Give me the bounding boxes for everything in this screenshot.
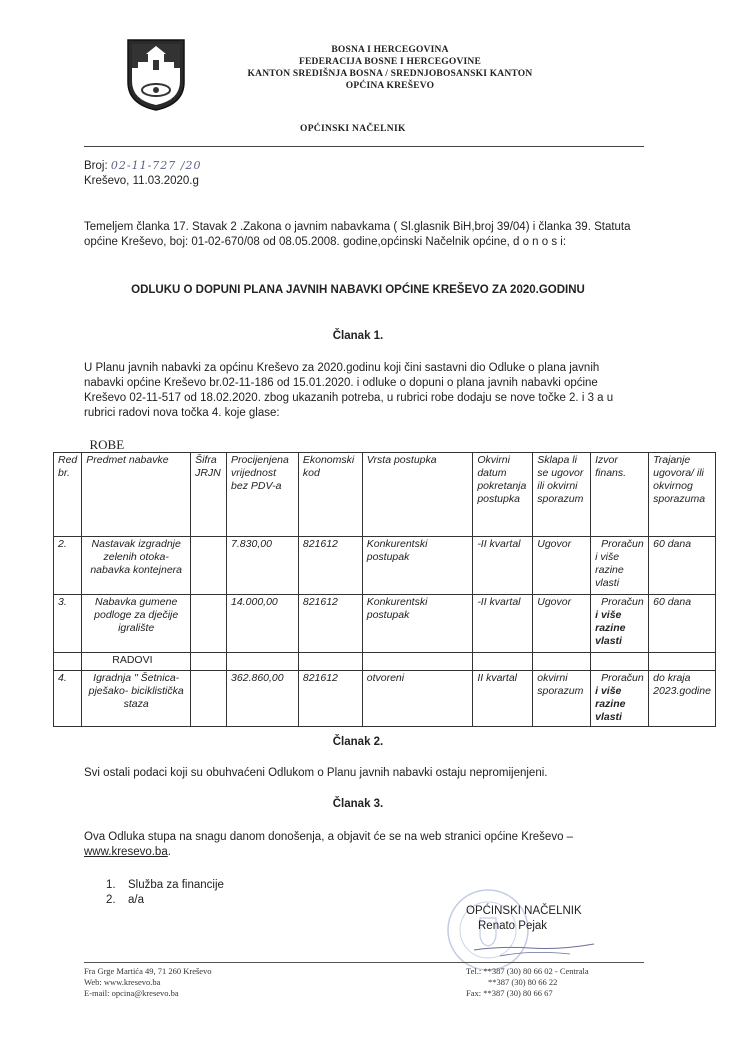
izvor-sub: i više razine vlasti <box>595 609 626 647</box>
table-row <box>54 671 716 727</box>
izvor-main: Proračun <box>601 596 644 608</box>
article-3-line-2 <box>84 845 644 860</box>
article-2-heading: Članak 2. <box>332 736 384 748</box>
empty-cell <box>298 653 362 671</box>
col-header-postupak: Vrsta postupka <box>362 453 473 537</box>
article-3-heading: Članak 3. <box>332 798 384 810</box>
article-line: rubrici radovi nova točka 4. koje glase: <box>84 407 280 419</box>
article-3-line: Ova Odluka stupa na snagu danom donošenja, a objavit će se na web stranici općine Kreševo – <box>84 831 574 843</box>
header-line: OPĆINA KREŠEVO <box>345 81 435 91</box>
article-line: U Planu javnih nabavki za općinu Kreševo za 2020.godinu koji čini sastavni dio Odluke o plana javnih <box>84 362 600 374</box>
signature-name: Renato Pejak <box>478 920 548 932</box>
cell-sifra <box>191 595 227 653</box>
cell-predmet: Igradnja " Šetnica- pješako- biciklistička staza <box>82 671 191 727</box>
procurement-table <box>53 437 716 727</box>
distribution-text: Služba za financije <box>128 879 224 891</box>
empty-cell <box>533 653 591 671</box>
footer-fax: Fax: **387 (30) 80 66 67 <box>466 988 553 998</box>
footer-tel2: **387 (30) 80 66 22 <box>488 977 558 987</box>
cell-rb: 4. <box>54 671 82 727</box>
distribution-item: 1. Služba za financije <box>106 879 224 891</box>
distribution-list <box>106 878 224 908</box>
cell-sklapa: Ugovor <box>533 537 591 595</box>
empty-cell <box>191 653 227 671</box>
intro-line: Temeljem članka 17. Stavak 2 .Zakona o javnim nabavkama ( Sl.glasnik BiH,broj 39/04) i članka 39. Statuta <box>84 221 631 233</box>
distribution-item: 2. a/a <box>106 894 144 906</box>
cell-trajanje: do kraja 2023.godine <box>649 671 716 727</box>
section-works-label: RADOVI <box>82 653 191 671</box>
letterhead <box>190 44 590 92</box>
table-header-row <box>54 453 716 537</box>
document-title: ODLUKU O DOPUNI PLANA JAVNIH NABAVKI OPĆINE KREŠEVO ZA 2020.GODINU <box>131 284 585 296</box>
cell-izvor <box>591 671 649 727</box>
footer-divider <box>84 962 644 963</box>
col-header-trajanje: Trajanje ugovora/ ili okvirnog sporazuma <box>649 453 716 537</box>
cell-predmet: Nabavka gumene podloge za dječije igralište <box>82 595 191 653</box>
intro-paragraph <box>84 220 644 250</box>
broj-value-handwritten: 02-11-727 /20 <box>110 159 202 172</box>
cell-datum: -II kvartal <box>473 595 533 653</box>
handwritten-signature-icon <box>470 936 600 962</box>
col-header-sifra: Šifra JRJN <box>191 453 227 537</box>
broj-label: Broj: <box>84 160 108 172</box>
header-line: FEDERACIJA BOSNE I HERCEGOVINE <box>298 57 482 67</box>
col-header-vrijednost: Procijenjena vrijednost bez PDV-a <box>227 453 299 537</box>
article-1-heading: Članak 1. <box>332 330 384 342</box>
col-header-rb: Red br. <box>54 453 82 537</box>
izvor-main: Proračun <box>601 672 644 684</box>
section-row-goods <box>54 437 716 453</box>
cell-datum: -II kvartal <box>473 537 533 595</box>
cell-postupak: otvoreni <box>362 671 473 727</box>
article-line: Kreševo 02-11-517 od 18.02.2020. zbog ukazanih potreba, u rubrici robe dodaju se nove točke 2. i 3 a u <box>84 392 614 404</box>
section-row-works <box>54 653 716 671</box>
empty-cell <box>473 653 533 671</box>
col-header-sklapa: Sklapa li se ugovor ili okvirni sporazum <box>533 453 591 537</box>
table-row <box>54 595 716 653</box>
table-row <box>54 537 716 595</box>
cell-postupak: Konkurentski postupak <box>362 537 473 595</box>
footer-right <box>466 966 589 999</box>
izvor-main: Proračun <box>601 538 644 550</box>
izvor-sub: i više razine vlasti <box>595 685 626 723</box>
footer-address: Fra Grge Martića 49, 71 260 Kreševo <box>84 966 212 976</box>
distribution-text: a/a <box>128 894 144 906</box>
cell-postupak: Konkurentski postupak <box>362 595 473 653</box>
document-number <box>84 158 201 174</box>
cell-predmet: Nastavak izgradnje zelenih otoka- nabavka kontejnera <box>82 537 191 595</box>
col-header-kod: Ekonomski kod <box>298 453 362 537</box>
header-divider <box>84 146 644 147</box>
cell-izvor <box>591 595 649 653</box>
empty-cell <box>227 653 299 671</box>
article-line: nabavki općine Kreševo br.02-11-186 od 15.01.2020. i odluke o dopuni o plana javnih nabavki općine <box>84 377 598 389</box>
cell-datum: II kvartal <box>473 671 533 727</box>
coat-of-arms-icon <box>126 38 186 112</box>
article-3-text <box>84 830 644 860</box>
cell-rb: 3. <box>54 595 82 653</box>
article-2-text: Svi ostali podaci koji su obuhvaćeni Odlukom o Planu javnih nabavki ostaju nepromijenjeni. <box>84 767 548 779</box>
header-line: BOSNA I HERCEGOVINA <box>331 45 449 55</box>
cell-kod: 821612 <box>298 671 362 727</box>
col-header-izvor: Izvor finans. <box>591 453 649 537</box>
cell-sklapa: Ugovor <box>533 595 591 653</box>
link-suffix: . <box>167 846 171 858</box>
empty-cell <box>362 653 473 671</box>
empty-cell <box>649 653 716 671</box>
section-goods-label: ROBE <box>54 437 716 453</box>
cell-kod: 821612 <box>298 537 362 595</box>
izvor-sub: i više razine vlasti <box>595 551 624 589</box>
footer-web: Web: www.kresevo.ba <box>84 977 161 987</box>
cell-trajanje: 60 dana <box>649 537 716 595</box>
cell-sifra <box>191 671 227 727</box>
signature-title: OPĆINSKI NAČELNIK <box>466 905 582 917</box>
website-link[interactable]: www.kresevo.ba <box>84 846 168 858</box>
empty-cell <box>591 653 649 671</box>
empty-cell <box>54 653 82 671</box>
intro-line: općine Kreševo, boj: 01-02-670/08 od 08.05.2008. godine,općinski Načelnik općine, d o n o s i: <box>84 236 567 248</box>
cell-vrijednost: 7.830,00 <box>227 537 299 595</box>
header-line: KANTON SREDIŠNJA BOSNA / SREDNJOBOSANSKI KANTON <box>247 69 533 79</box>
footer-email: E-mail: opcina@kresevo.ba <box>84 988 179 998</box>
signature-block <box>466 904 582 934</box>
footer-tel1: Tel.: **387 (30) 80 66 02 - Centrala <box>466 966 589 976</box>
cell-izvor <box>591 537 649 595</box>
place-date: Kreševo, 11.03.2020.g <box>84 175 199 187</box>
cell-kod: 821612 <box>298 595 362 653</box>
footer-left <box>84 966 212 999</box>
office-title: OPĆINSKI NAČELNIK <box>300 124 406 134</box>
cell-sklapa: okvirni sporazum <box>533 671 591 727</box>
cell-trajanje: 60 dana <box>649 595 716 653</box>
col-header-datum: Okvirni datum pokretanja postupka <box>473 453 533 537</box>
col-header-predmet: Predmet nabavke <box>82 453 191 537</box>
article-1-text <box>84 361 644 421</box>
cell-rb: 2. <box>54 537 82 595</box>
cell-vrijednost: 14.000,00 <box>227 595 299 653</box>
cell-vrijednost: 362.860,00 <box>227 671 299 727</box>
cell-sifra <box>191 537 227 595</box>
